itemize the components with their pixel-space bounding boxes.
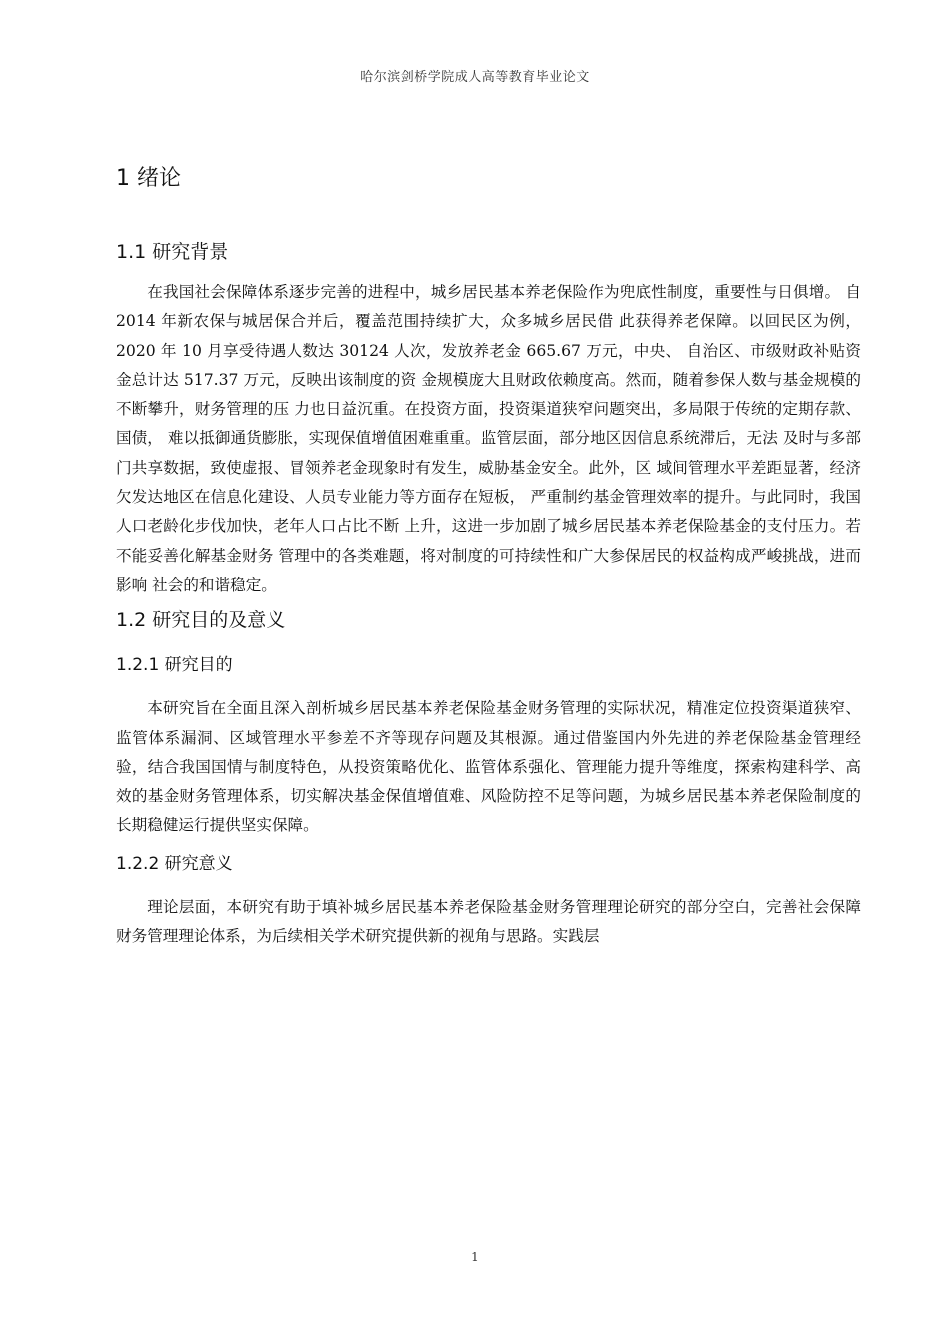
subsection-heading-1-2-1: 1.2.1 研究目的 xyxy=(116,655,233,676)
page-number: 1 xyxy=(471,1250,479,1264)
section-heading-1-1: 1.1 研究背景 xyxy=(116,241,229,263)
paragraph-research-purpose: 本研究旨在全面且深入剖析城乡居民基本养老保险基金财务管理的实际状况，精准定位投资渠道狭窄、监管体系漏洞、区域管理水平参差不齐等现存问题及其根源。通过借鉴国内外先进的养老保险基金管理经验，结合我国国情与制度特色，从投资策略优化、监管体系强化、管理能力提升等维度，探索构建科学、高效的基金财务管理体系，切实解决基金保值增值难、风险防控不足等问题，为城乡居民基本养老保险制度的长期稳健运行提供坚实保障。 xyxy=(116,699,861,835)
page-content xyxy=(116,150,861,951)
chapter-title: 1 绪论 xyxy=(116,166,181,191)
running-header: 哈尔滨剑桥学院成人高等教育毕业论文 xyxy=(360,70,590,85)
subsection-heading-1-2-2: 1.2.2 研究意义 xyxy=(116,853,233,874)
paragraph-research-significance: 理论层面，本研究有助于填补城乡居民基本养老保险基金财务管理理论研究的部分空白，完善社会保障财务管理理论体系，为后续相关学术研究提供新的视角与思路。实践层 xyxy=(116,897,861,946)
paragraph-research-background: 在我国社会保障体系逐步完善的进程中，城乡居民基本养老保险作为兜底性制度，重要性与日俱增。 自 2014 年新农保与城居保合并后，覆盖范围持续扩大，众多城乡居民借 此获得养老保障。以回民区为例，2020 年 10 月享受待遇人数达 30124 人次，发放养老金 665.67 万元，中央、 自治区、市级财政补贴资金总计达 517.37 万元，反映出该制度的资 金规模庞大且财政依赖度高。然而，随着参保人数与基金规模的不断攀升，财务管理的压 力也日益沉重。在投资方面，投资渠道狭窄问题突出，多局限于传统的定期存款、国债， 难以抵御通货膨胀，实现保值增值困难重重。监管层面，部分地区因信息系统滞后，无法 及时与多部门共享数据，致使虚报、冒领养老金现象时有发生，威胁基金安全。此外，区 域间管理水平差距显著，经济欠发达地区在信息化建设、人员专业能力等方面存在短板， 严重制约基金管理效率的提升。与此同时，我国人口老龄化步伐加快，老年人口占比不断 上升，这进一步加剧了城乡居民基本养老保险基金的支付压力。若不能妥善化解基金财务 管理中的各类难题，将对制度的可持续性和广大参保居民的权益构成严峻挑战，进而影响 社会的和谐稳定。 xyxy=(116,283,861,594)
section-heading-1-2: 1.2 研究目的及意义 xyxy=(116,609,286,632)
